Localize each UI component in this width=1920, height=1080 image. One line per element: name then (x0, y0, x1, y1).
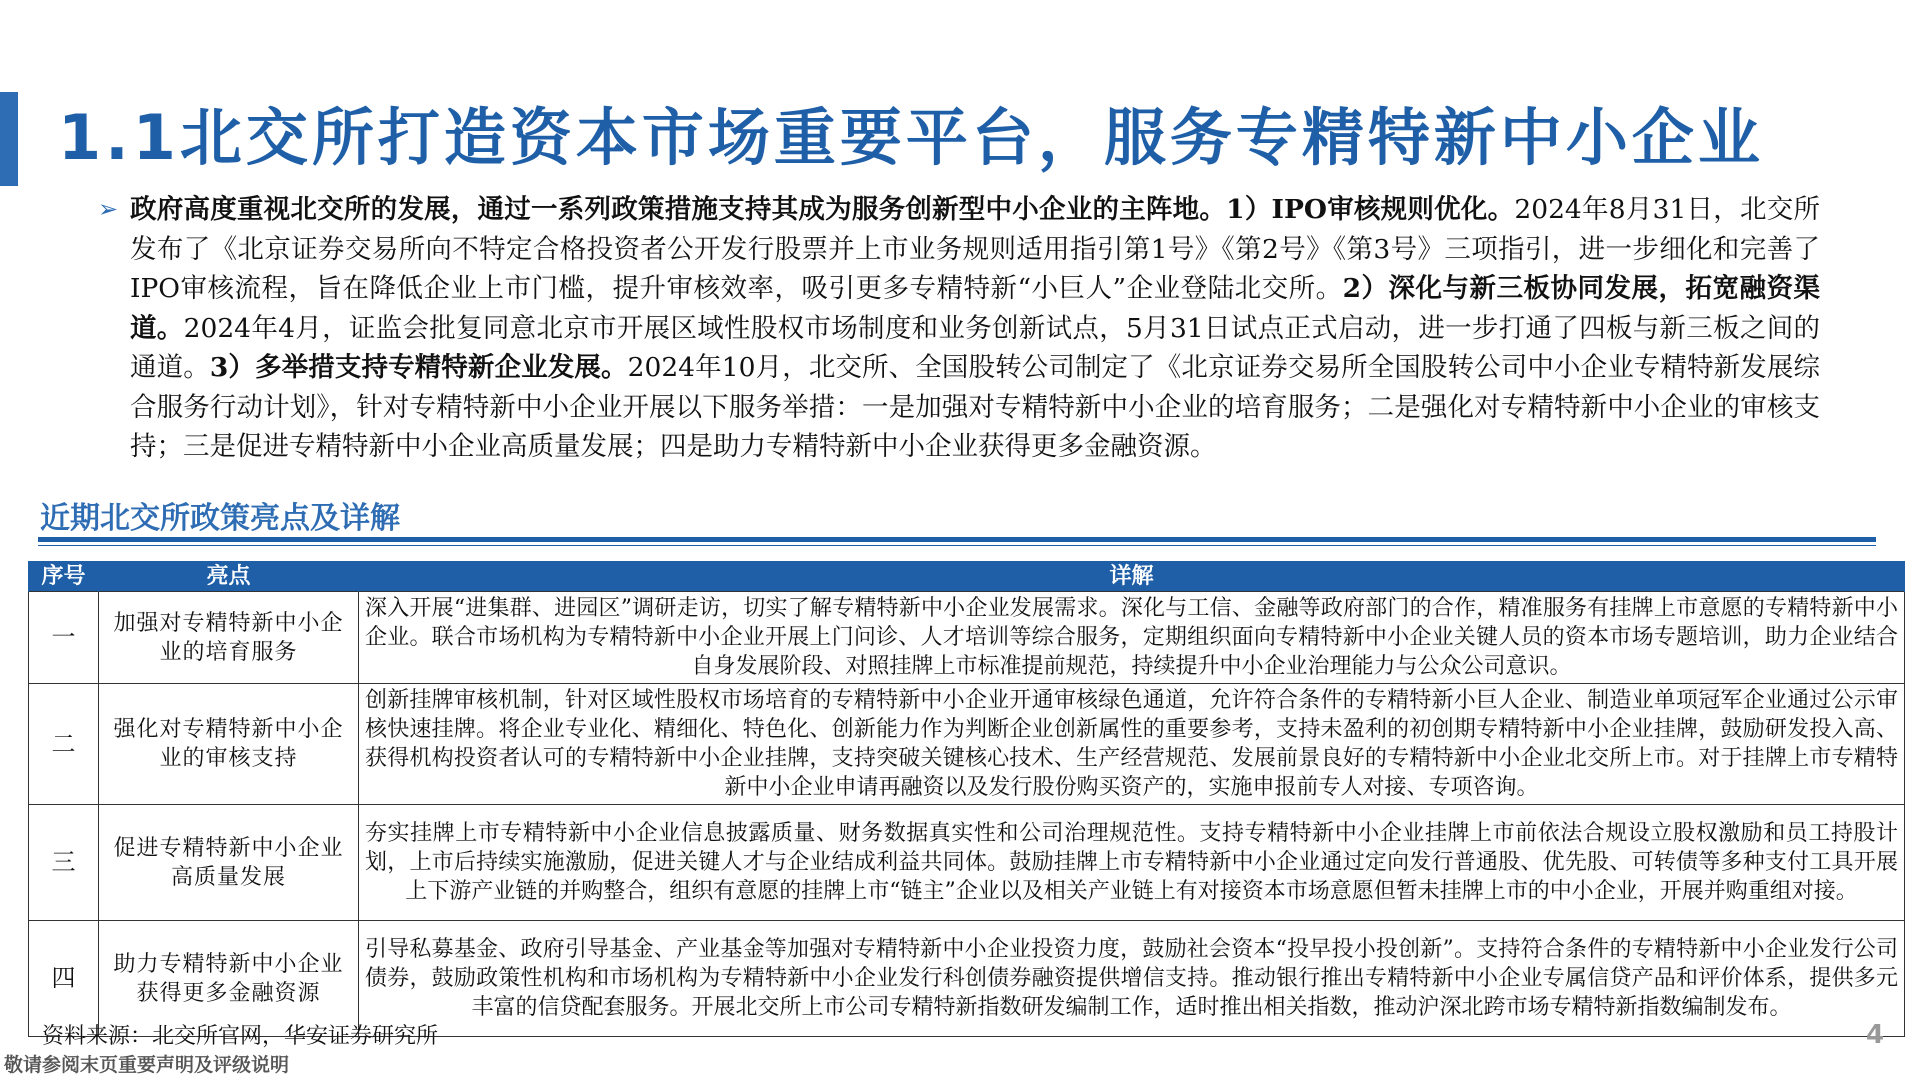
page-title: 1.1北交所打造资本市场重要平台，服务专精特新中小企业 (58, 101, 1764, 174)
row-detail: 引导私募基金、政府引导基金、产业基金等加强对专精特新中小企业投资力度，鼓励社会资本“投早投小投创新”。支持符合条件的专精特新中小企业发行公司债券，鼓励政策性机构和市场机构为专精特新中小企业发行科创债券融资提供增信支持。推动银行推出专精特新中小企业专属信贷产品和评价体系，提供多元丰富的信贷配套服务。开展北交所上市公司专精特新指数研发编制工作，适时推出相关指数，推动沪深北跨市场专精特新指数编制发布。 (359, 921, 1905, 1037)
intro-bold-segment: 3）多举措支持专精特新企业发展。 (209, 352, 628, 383)
header-highlight: 亮点 (99, 561, 359, 592)
disclaimer-footer: 敬请参阅末页重要声明及评级说明 (4, 1054, 290, 1076)
table-row (29, 921, 1905, 1037)
table-row (29, 684, 1905, 805)
intro-text-segment: 2024年8月31日，北交所发布了《北京证券交易所向不特定合格投资者公开发行股票并上市业务规则适用指引第1号》《第2号》《第3号》三项指引，进一步细化和完善了IPO审核流程，旨在降低企业上市门槛，提升审核效率，吸引更多专精特新“小巨人”企业登陆北交所。 (130, 194, 1820, 304)
row-number: 三 (29, 805, 99, 921)
bullet-arrow-icon: ➢ (98, 195, 119, 223)
row-highlight: 强化对专精特新中小企业的审核支持 (99, 684, 359, 805)
section-divider (38, 537, 1876, 542)
intro-section (98, 190, 1820, 467)
source-note: 资料来源：北交所官网，华安证券研究所 (42, 1024, 439, 1049)
intro-text-segment: 2024年4月，证监会批复同意北京市开展区域性股权市场制度和业务创新试点，5月31日试点正式启动，进一步打通了四板与新三板之间的通道。 (130, 312, 1820, 383)
title-accent-bar (0, 92, 18, 186)
policy-table (28, 561, 1905, 1037)
row-detail: 深入开展“进集群、进园区”调研走访，切实了解专精特新中小企业发展需求。深化与工信、金融等政府部门的合作，精准服务有挂牌上市意愿的专精特新中小企业。联合市场机构为专精特新中小企业开展上门问诊、人才培训等综合服务，定期组织面向专精特新中小企业关键人员的资本市场专题培训，助力企业结合自身发展阶段、对照挂牌上市标准提前规范，持续提升中小企业治理能力与公众公司意识。 (359, 592, 1905, 684)
row-number: 一 (29, 592, 99, 684)
row-number: 四 (29, 921, 99, 1037)
row-detail: 夯实挂牌上市专精特新中小企业信息披露质量、财务数据真实性和公司治理规范性。支持专精特新中小企业挂牌上市前依法合规设立股权激励和员工持股计划，上市后持续实施激励，促进关键人才与企业结成利益共同体。鼓励挂牌上市专精特新中小企业通过定向发行普通股、优先股、可转债等多种支付工具开展上下游产业链的并购整合，组织有意愿的挂牌上市“链主”企业以及相关产业链上有对接资本市场意愿但暂未挂牌上市的中小企业，开展并购重组对接。 (359, 805, 1905, 921)
intro-text-segment: 2024年10月，北交所、全国股转公司制定了《北京证券交易所全国股转公司中小企业专精特新发展综合服务行动计划》，针对专精特新中小企业开展以下服务举措：一是加强对专精特新中小企业的培育服务；二是强化对专精特新中小企业的审核支持；三是促进专精特新中小企业高质量发展；四是助力专精特新中小企业获得更多金融资源。 (130, 352, 1820, 462)
intro-bold-segment: 2）深化与新三板协同发展，拓宽融资渠道。 (130, 273, 1820, 344)
row-detail: 创新挂牌审核机制，针对区域性股权市场培育的专精特新中小企业开通审核绿色通道，允许符合条件的专精特新小巨人企业、制造业单项冠军企业通过公示审核快速挂牌。将企业专业化、精细化、特色化、创新能力作为判断企业创新属性的重要参考，支持未盈利的初创期专精特新中小企业挂牌，鼓励研发投入高、获得机构投资者认可的专精特新中小企业挂牌，支持突破关键核心技术、生产经营规范、发展前景良好的专精特新中小企业北交所上市。对于挂牌上市专精特新中小企业申请再融资以及发行股份购买资产的，实施申报前专人对接、专项咨询。 (359, 684, 1905, 805)
section-divider-thin (38, 545, 1876, 546)
table-row (29, 805, 1905, 921)
row-highlight: 促进专精特新中小企业高质量发展 (99, 805, 359, 921)
intro-bold-segment: 政府高度重视北交所的发展，通过一系列政策措施支持其成为服务创新型中小企业的主阵地。1）IPO审核规则优化。 (130, 194, 1515, 225)
row-number: 二 (29, 684, 99, 805)
section-title: 近期北交所政策亮点及详解 (40, 501, 400, 536)
page-number: 4 (1866, 1020, 1885, 1050)
table-header-row (29, 561, 1905, 592)
header-num: 序号 (29, 561, 99, 592)
table-row (29, 592, 1905, 684)
intro-paragraph (130, 190, 1820, 467)
header-detail: 详解 (359, 561, 1905, 592)
row-highlight: 助力专精特新中小企业获得更多金融资源 (99, 921, 359, 1037)
row-highlight: 加强对专精特新中小企业的培育服务 (99, 592, 359, 684)
